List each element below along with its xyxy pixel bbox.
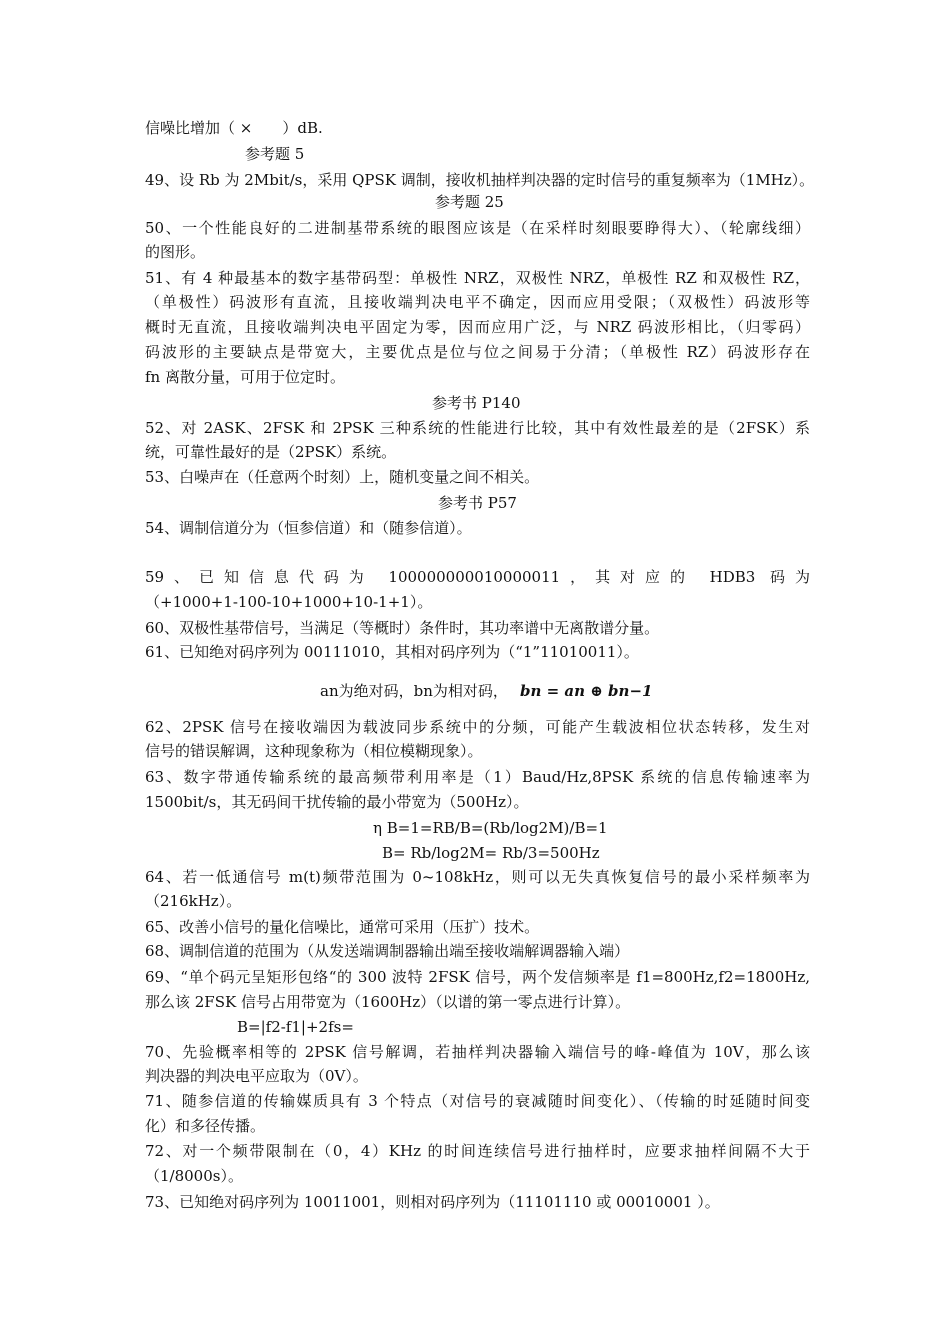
question-62-line1: 62、2PSK 信号在接收端因为载波同步系统中的分频，可能产生载波相位状态转移，发生对 [145,718,810,736]
question-62-line2: 信号的错误解调，这种现象称为（相位模糊现象）。 [145,742,483,760]
question-61: 61、已知绝对码序列为 00111010，其相对码序列为（“1”11010011）。 [145,643,639,661]
formula-61-equation: bn = an ⊕ bn−1 [520,682,653,700]
question-60: 60、双极性基带信号，当满足（等概时）条件时，其功率谱中无离散谱分量。 [145,619,660,637]
question-64-line2: （216kHz）。 [145,892,242,910]
question-53: 53、白噪声在（任意两个时刻）上，随机变量之间不相关。 [145,468,540,486]
question-71-line2: 化）和多径传播。 [145,1117,266,1135]
question-71-line1: 71、随参信道的传输媒质具有 3 个特点（对信号的衰减随时间变化）、（传输的时延随时间变 [145,1092,810,1110]
reference-note: 参考书 P140 [432,394,521,412]
question-51-line3: 概时无直流，且接收端判决电平固定为零，因而应用广泛，与 NRZ 码波形相比，（归零码） [145,318,810,336]
formula-61-text: an为绝对码，bn为相对码， [320,682,508,700]
question-52-line1: 52、对 2ASK、2FSK 和 2PSK 三种系统的性能进行比较，其中有效性最差的是（2FSK）系 [145,419,810,437]
question-49: 49、设 Rb 为 2Mbit/s，采用 QPSK 调制，接收机抽样判决器的定时信号的重复频率为（1MHz）。 [145,171,815,189]
reference-note: 参考题 25 [435,193,504,211]
question-54: 54、调制信道分为（恒参信道）和（随参信道）。 [145,519,472,537]
question-63-line2: 1500bit/s，其无码间干扰传输的最小带宽为（500Hz）。 [145,793,529,811]
formula-63-line1: η B=1=RB/B=(Rb/log2M)/B=1 [373,819,608,837]
question-65: 65、改善小信号的量化信噪比，通常可采用（压扩）技术。 [145,918,540,936]
question-59-line1: 59、已知信息代码为 100000000010000011，其对应的 HDB3 码为 [145,568,810,586]
question-72-line1: 72、对一个频带限制在（0，4）KHz 的时间连续信号进行抽样时，应要求抽样间隔不大于 [145,1142,810,1160]
question-73: 73、已知绝对码序列为 10011001，则相对码序列为（11101110 或 00010001 ）。 [145,1193,720,1211]
question-63-line1: 63、数字带通传输系统的最高频带利用率是（1）Baud/Hz,8PSK 系统的信息传输速率为 [145,768,810,786]
question-70-line2: 判决器的判决电平应取为（0V）。 [145,1067,368,1085]
question-51-line1: 51、有 4 种最基本的数字基带码型：单极性 NRZ，双极性 NRZ，单极性 RZ 和双极性 RZ， [145,269,810,287]
question-69-line1: 69、“单个码元呈矩形包络“的 300 波特 2FSK 信号，两个发信频率是 f1=800Hz,f2=1800Hz, [145,968,810,986]
question-51-line2: （单极性）码波形有直流，且接收端判决电平不确定，因而应用受限；（双极性）码波形等 [145,293,810,311]
question-72-line2: （1/8000s）。 [145,1167,243,1185]
reference-note: 参考题 5 [245,145,305,163]
question-51-line5: fn 离散分量，可用于位定时。 [145,368,345,386]
question-50-line1: 50、一个性能良好的二进制基带系统的眼图应该是（在采样时刻眼要睁得大）、（轮廓线细） [145,219,810,237]
question-51-line4: 码波形的主要缺点是带宽大，主要优点是位与位之间易于分清；（单极性 RZ）码波形存在 [145,343,810,361]
question-69-line2: 那么该 2FSK 信号占用带宽为（1600Hz）（以谱的第一零点进行计算）。 [145,993,631,1011]
question-50-line2: 的图形。 [145,243,206,261]
question-59-line2: （+1000+1-100-10+1000+10-1+1）。 [145,593,433,611]
formula-69: B=|f2-f1|+2fs= [237,1018,354,1036]
question-68: 68、调制信道的范围为（从发送端调制器输出端至接收端解调器输入端） [145,942,630,960]
question-52-line2: 统，可靠性最好的是（2PSK）系统。 [145,443,397,461]
question-64-line1: 64、若一低通信号 m(t)频带范围为 0~108kHz，则可以无失真恢复信号的最小采样频率为 [145,868,810,886]
reference-note: 参考书 P57 [438,494,517,512]
formula-63-line2: B= Rb/log2M= Rb/3=500Hz [382,844,600,862]
text-line: 信噪比增加（ × ）dB. [145,119,323,137]
question-70-line1: 70、先验概率相等的 2PSK 信号解调，若抽样判决器输入端信号的峰-峰值为 10V，那么该 [145,1043,810,1061]
